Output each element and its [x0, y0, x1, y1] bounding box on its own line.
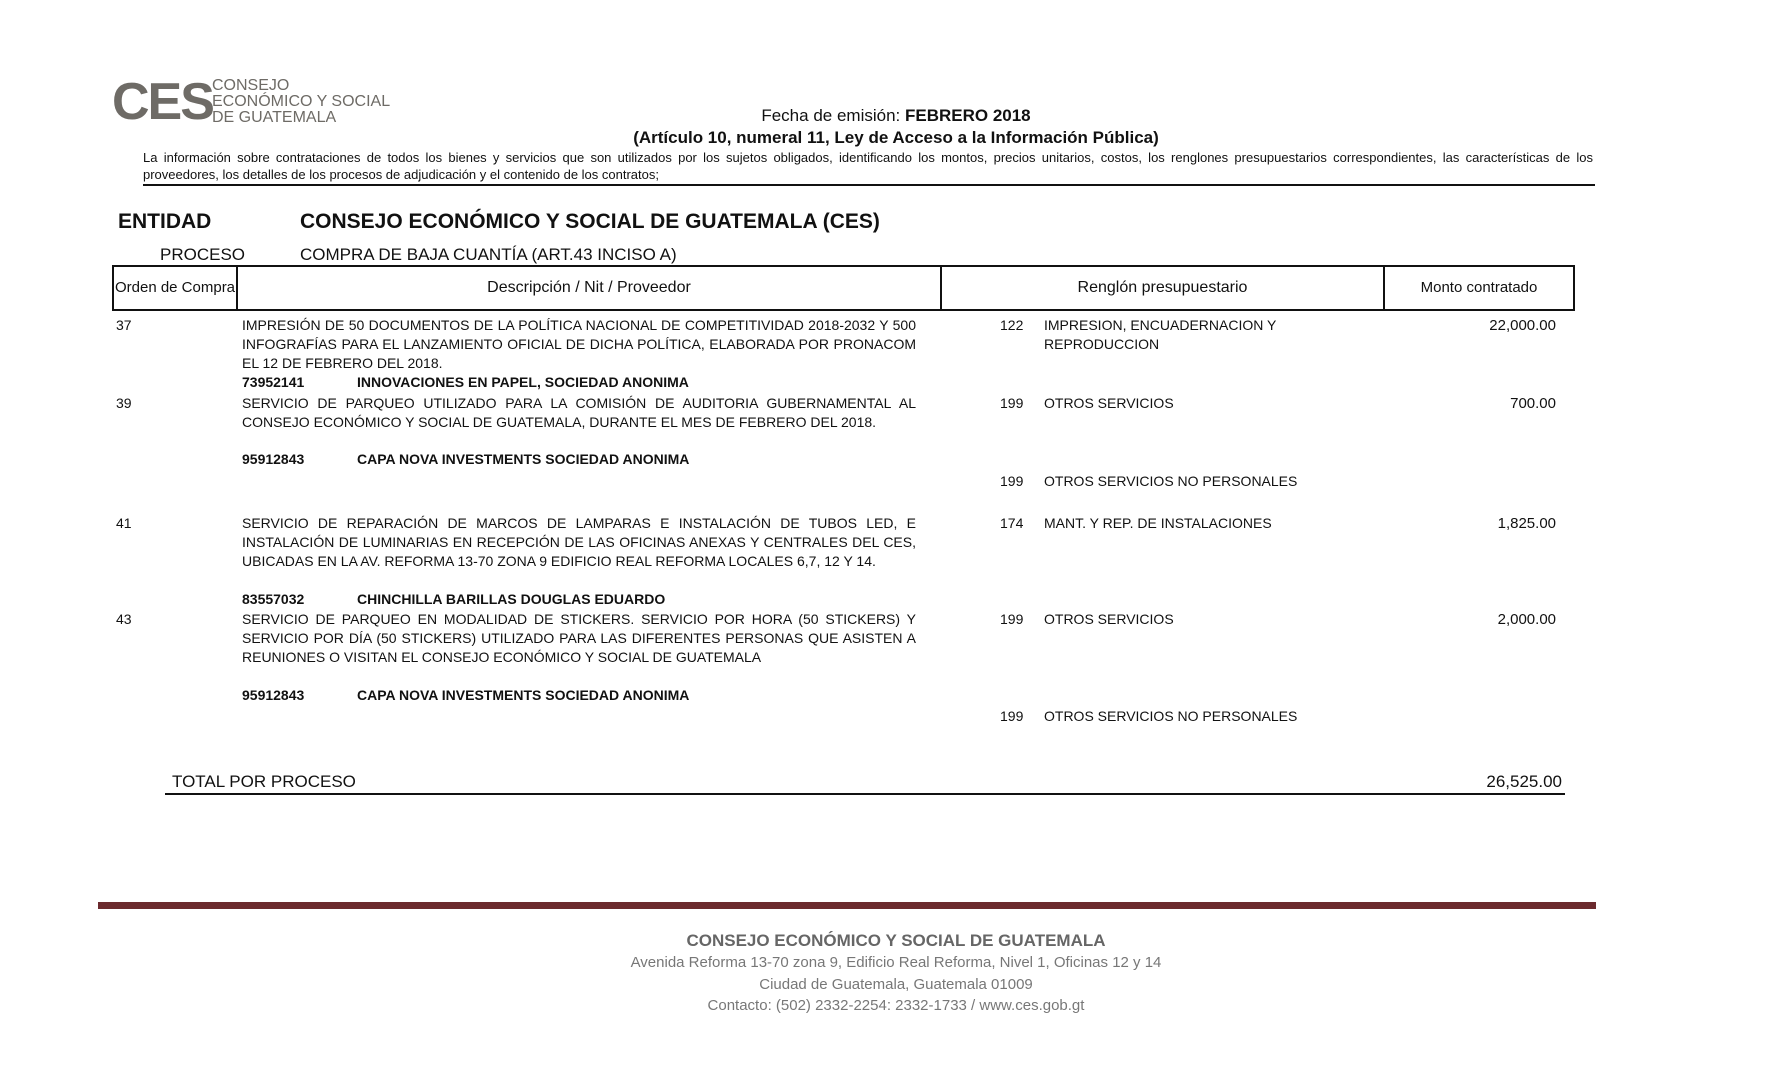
- nit-cell: 73952141: [242, 374, 305, 390]
- monto-cell: 2,000.00: [1497, 611, 1556, 628]
- renglon-nombre: OTROS SERVICIOS NO PERSONALES: [1044, 708, 1298, 724]
- column-header-descripcion: Descripción / Nit / Proveedor: [236, 265, 942, 311]
- footer-contact: Contacto: (502) 2332-2254: 2332-1733 / www.ces.gob.gt: [707, 997, 1085, 1014]
- logo-line: DE GUATEMALA: [212, 109, 337, 126]
- footer-org: CONSEJO ECONÓMICO Y SOCIAL DE GUATEMALA: [686, 931, 1106, 950]
- proveedor-cell: INNOVACIONES EN PAPEL, SOCIEDAD ANONIMA: [357, 374, 689, 390]
- proceso-value: COMPRA DE BAJA CUANTÍA (ART.43 INCISO A): [300, 245, 677, 264]
- nit-cell: 95912843: [242, 687, 305, 703]
- intro-paragraph: La información sobre contrataciones de todos los bienes y servicios que son utilizados por los sujetos obligados, identificando los montos, precios unitarios, costos, los renglones presupuestarios correspondientes, las características de los proveedores, los detalles de los procesos de adjudicación y el contenido de los contratos;: [143, 150, 1593, 182]
- footer-bar: [98, 902, 1596, 909]
- logo-line: CONSEJO: [212, 77, 290, 94]
- proceso-label: PROCESO: [160, 245, 246, 264]
- divider: [143, 184, 1595, 186]
- renglon-nombre: OTROS SERVICIOS: [1044, 611, 1174, 627]
- descripcion-cell: SERVICIO DE REPARACIÓN DE MARCOS DE LAMPARAS E INSTALACIÓN DE TUBOS LED, E INSTALACIÓN DE LUMINARIAS EN RECEPCIÓN DE LAS OFICINAS ANEXAS Y CENTRALES DEL CES, UBICADAS EN LA AV. REFORMA 13-70 ZONA 9 EDIFICIO REAL REFORMA LOCALES 6,7, 12 Y 14.: [242, 515, 916, 569]
- descripcion-cell: IMPRESIÓN DE 50 DOCUMENTOS DE LA POLÍTICA NACIONAL DE COMPETITIVIDAD 2018-2032 Y 500 INFOGRAFÍAS PARA EL LANZAMIENTO OFICIAL DE DICHA POLÍTICA, ELABORADA POR PRONACOM EL 12 DE FEBRERO DEL 2018.: [242, 317, 916, 371]
- fecha-value: FEBRERO 2018: [904, 106, 1031, 125]
- renglon-codigo: 199: [1000, 708, 1024, 724]
- logo-mark: CES: [112, 73, 213, 131]
- renglon-codigo: 199: [1000, 611, 1024, 627]
- column-header-orden: Orden de Compra: [112, 265, 238, 311]
- articulo-heading: (Artículo 10, numeral 11, Ley de Acceso a la Información Pública): [633, 128, 1159, 147]
- proveedor-cell: CHINCHILLA BARILLAS DOUGLAS EDUARDO: [357, 591, 666, 607]
- renglon-nombre: OTROS SERVICIOS: [1044, 395, 1174, 411]
- proveedor-cell: CAPA NOVA INVESTMENTS SOCIEDAD ANONIMA: [357, 687, 690, 703]
- entidad-value: CONSEJO ECONÓMICO Y SOCIAL DE GUATEMALA (CES): [300, 210, 880, 233]
- total-value: 26,525.00: [1486, 772, 1562, 791]
- descripcion-cell: SERVICIO DE PARQUEO UTILIZADO PARA LA COMISIÓN DE AUDITORIA GUBERNAMENTAL AL CONSEJO ECONÓMICO Y SOCIAL DE GUATEMALA, DURANTE EL MES DE FEBRERO DEL 2018.: [242, 395, 916, 430]
- fecha-label: Fecha de emisión:: [761, 106, 901, 125]
- logo-line: ECONÓMICO Y SOCIAL: [212, 93, 391, 110]
- proveedor-cell: CAPA NOVA INVESTMENTS SOCIEDAD ANONIMA: [357, 451, 690, 467]
- renglon-nombre: OTROS SERVICIOS NO PERSONALES: [1044, 473, 1298, 489]
- footer-city: Ciudad de Guatemala, Guatemala 01009: [759, 976, 1033, 993]
- descripcion-cell: SERVICIO DE PARQUEO EN MODALIDAD DE STICKERS. SERVICIO POR HORA (50 STICKERS) Y SERVICIO POR DÍA (50 STICKERS) UTILIZADO PARA LAS DIFERENTES PERSONAS QUE ASISTEN A REUNIONES O VISITAN EL CONSEJO ECONÓMICO Y SOCIAL DE GUATEMALA: [242, 611, 916, 665]
- nit-cell: 83557032: [242, 591, 305, 607]
- renglon-codigo: 199: [1000, 473, 1024, 489]
- renglon-codigo: 199: [1000, 395, 1024, 411]
- divider: [165, 793, 1565, 795]
- monto-cell: 700.00: [1510, 395, 1556, 412]
- monto-cell: 1,825.00: [1497, 515, 1556, 532]
- renglon-nombre: IMPRESION, ENCUADERNACION Y REPRODUCCION: [1044, 317, 1277, 352]
- renglon-nombre: MANT. Y REP. DE INSTALACIONES: [1044, 515, 1272, 531]
- column-header-monto: Monto contratado: [1383, 265, 1575, 311]
- renglon-codigo: 122: [1000, 317, 1024, 333]
- orden-cell: 37: [116, 317, 132, 333]
- entidad-label: ENTIDAD: [118, 210, 212, 233]
- column-header-renglon: Renglón presupuestario: [940, 265, 1385, 311]
- monto-cell: 22,000.00: [1489, 317, 1556, 334]
- orden-cell: 41: [116, 515, 132, 531]
- orden-cell: 43: [116, 611, 132, 627]
- total-label: TOTAL POR PROCESO: [172, 772, 356, 791]
- footer-address: Avenida Reforma 13-70 zona 9, Edificio Real Reforma, Nivel 1, Oficinas 12 y 14: [630, 954, 1162, 971]
- orden-cell: 39: [116, 395, 132, 411]
- fecha-emision: [0, 106, 1792, 126]
- nit-cell: 95912843: [242, 451, 305, 467]
- renglon-codigo: 174: [1000, 515, 1024, 531]
